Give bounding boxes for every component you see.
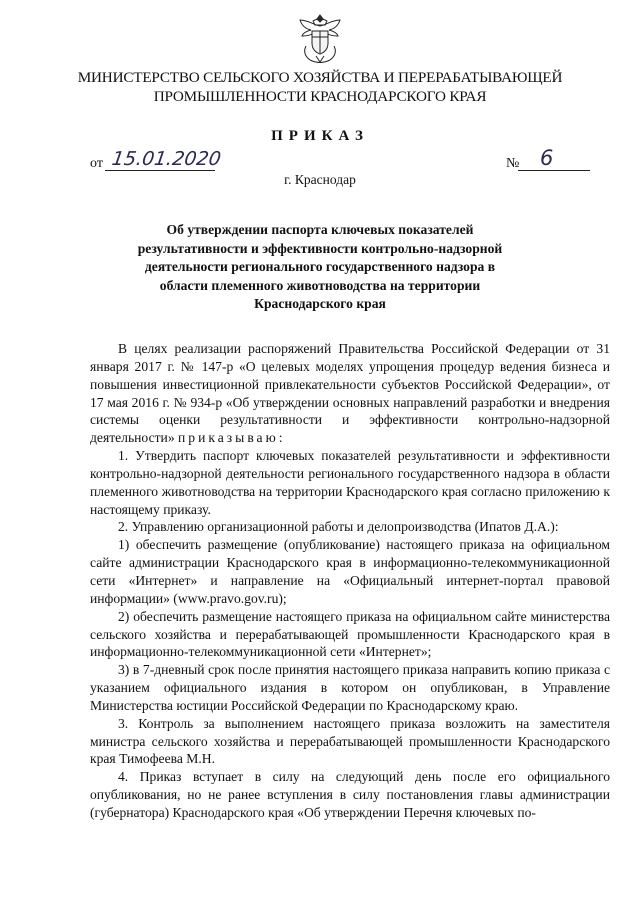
document-type: ПРИКАЗ [271,128,369,144]
date-value: 15.01.2020 [110,148,223,170]
paragraph-4: 4. Приказ вступает в силу на следующий день после его официального опубликования, но не ранее вступления в силу постановления главы администрации (губернатора) Краснодарского края «Об утверждении Перечня ключевых по- [90,769,610,820]
paragraph-3: 3. Контроль за выполнением настоящего приказа возложить на заместителя министра сельского хозяйства и перерабатывающей промышленности Краснодарского края Тимофеева М.Н. [90,715,610,767]
title-line: деятельности регионального государственного надзора в [144,259,496,275]
preamble-text: В целях реализации распоряжений Правительства Российской Федерации от 31 января 2017 г. № 147-р «О целевых моделях упрощения процедур ведения бизнеса и повышения инвестиционной привлекательности субъектов Российской Федерации», от 17 мая 2016 г. № 934-р «Об утверждении основных направлений разработки и внедрения системы оценки результативности и эффективности контрольно-надзорной деятельности» [90,341,610,446]
title-line: области племенного животноводства на территории [159,277,481,293]
paragraph-1: 1. Утвердить паспорт ключевых показателей результативности и эффективности контрольно-надзорной деятельности регионального государственного надзора в области племенного животноводства на территории Краснодарского края согласно приложению к настоящему приказу. [90,448,610,517]
date-prefix: от [90,156,103,171]
title-line: результативности и эффективности контрольно-надзорной [137,240,503,256]
document-title [120,221,520,314]
paragraph-2-3: 3) в 7-дневный срок после принятия настоящего приказа направить копию приказа с указанием официального издания в котором он опубликован, в Управление Министерства юстиции Российской Федерации по Краснодарскому краю. [90,662,610,713]
ministry-name [60,68,580,106]
number-prefix: № [506,156,520,171]
ministry-name-line1: МИНИСТЕРСТВО СЕЛЬСКОГО ХОЗЯЙСТВА И ПЕРЕРАБАТЫВАЮЩЕЙ [77,69,563,86]
title-line: Об утверждении паспорта ключевых показателей [166,222,474,237]
number-underline [518,170,590,171]
coat-of-arms-icon [296,12,344,66]
paragraph-2-2: 2) обеспечить размещение настоящего приказа на официальном сайте министерства сельского хозяйства и перерабатывающей промышленности Краснодарского края в информационно-телекоммуникационной сети «Интернет»; [90,608,610,660]
date-underline [105,170,215,171]
date-number-row [90,146,590,174]
document-body [90,340,610,822]
order-word: приказываю: [178,430,286,446]
city: г. Краснодар [284,172,356,187]
preamble-paragraph [90,340,610,447]
ministry-name-line2: ПРОМЫШЛЕННОСТИ КРАСНОДАРСКОГО КРАЯ [153,88,487,105]
paragraph-2-1: 1) обеспечить размещение (опубликование) настоящего приказа на официальном сайте администрации Краснодарского края в информационно-телекоммуникационной сети «Интернет» и направление на «Официальный интернет-портал правовой информации» (www.pravo.gov.ru); [90,537,610,606]
title-line: Краснодарского края [254,296,386,312]
number-value: 6 [540,146,554,170]
paragraph-2: 2. Управлению организационной работы и делопроизводства (Ипатов Д.А.): [118,519,559,535]
